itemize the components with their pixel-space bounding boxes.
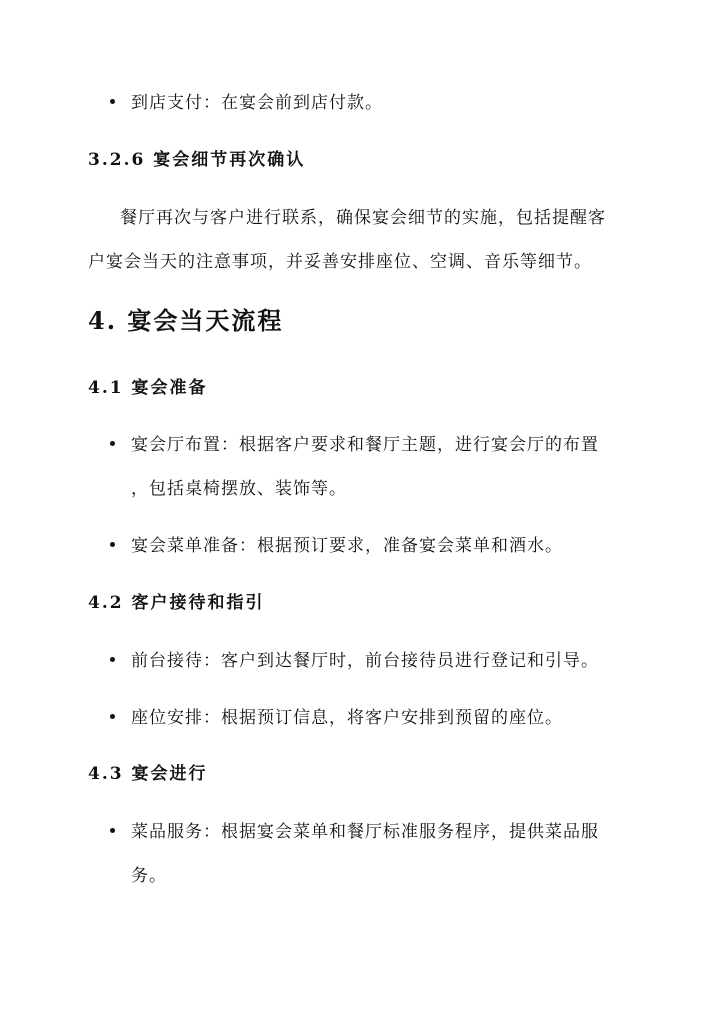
bullet-dot bbox=[110, 657, 115, 662]
paragraph-line: 户宴会当天的注意事项，并妥善安排座位、空调、音乐等细节。 bbox=[88, 252, 592, 272]
section-heading-4-3: 4.3 宴会进行 bbox=[88, 764, 208, 784]
bullet-dot bbox=[110, 542, 115, 547]
bullet-dot bbox=[110, 99, 115, 104]
chapter-heading-4: 4. 宴会当天流程 bbox=[88, 306, 284, 335]
section-heading-3-2-6: 3.2.6 宴会细节再次确认 bbox=[88, 150, 306, 170]
bullet-dot bbox=[110, 828, 115, 833]
bullet-text: 宴会菜单准备：根据预订要求，准备宴会菜单和酒水。 bbox=[131, 536, 563, 556]
section-heading-4-1: 4.1 宴会准备 bbox=[88, 378, 208, 398]
bullet-text: 到店支付：在宴会前到店付款。 bbox=[131, 93, 383, 113]
bullet-dot bbox=[110, 441, 115, 446]
bullet-text: 前台接待：客户到达餐厅时，前台接待员进行登记和引导。 bbox=[131, 651, 599, 671]
paragraph-line: 餐厅再次与客户进行联系，确保宴会细节的实施，包括提醒客 bbox=[120, 208, 606, 228]
section-heading-4-2: 4.2 客户接待和指引 bbox=[88, 593, 265, 613]
bullet-dot bbox=[110, 714, 115, 719]
bullet-text: 宴会厅布置：根据客户要求和餐厅主题，进行宴会厅的布置 bbox=[131, 435, 599, 455]
bullet-text: 座位安排：根据预订信息，将客户安排到预留的座位。 bbox=[131, 708, 563, 728]
bullet-text-continuation: ，包括桌椅摆放、装饰等。 bbox=[131, 479, 347, 499]
bullet-text-continuation: 务。 bbox=[131, 866, 167, 886]
bullet-text: 菜品服务：根据宴会菜单和餐厅标准服务程序，提供菜品服 bbox=[131, 822, 599, 842]
